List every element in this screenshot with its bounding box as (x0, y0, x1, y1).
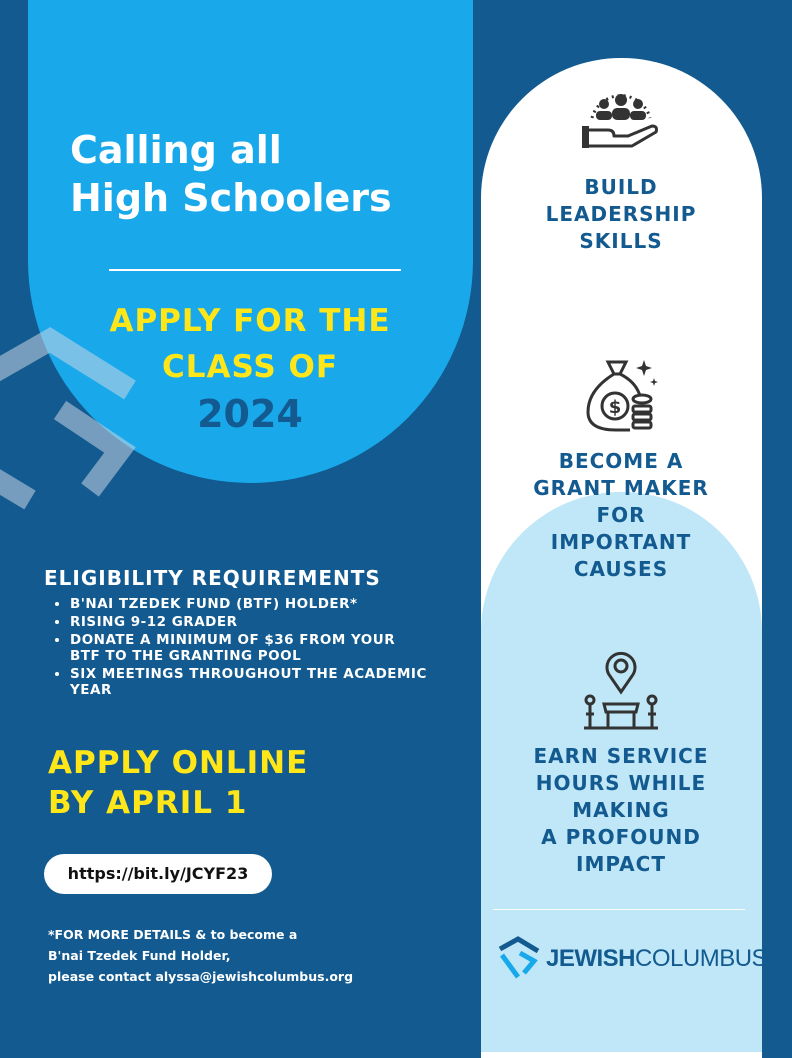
apply-online-deadline (48, 743, 308, 823)
benefit-service-hours (496, 743, 746, 878)
logo-regular-text: COLUMBUS (635, 945, 768, 972)
jewish-columbus-logo (546, 944, 767, 974)
title-line-1: Calling all (70, 128, 282, 172)
benefit-grant-maker (496, 448, 746, 583)
list-item: • RISING 9-12 GRADER (70, 614, 430, 630)
apply-line-2: CLASS OF (161, 349, 339, 385)
title-divider (109, 269, 401, 271)
benefit-line: CAUSES (573, 557, 669, 581)
benefit-leadership (496, 174, 746, 255)
money-bag-icon (578, 352, 664, 438)
class-year: 2024 (197, 392, 303, 436)
jewish-columbus-logo-icon (498, 933, 540, 979)
footer-divider (493, 909, 745, 910)
benefit-line: SKILLS (579, 229, 663, 253)
benefit-line: EARN SERVICE (533, 744, 709, 768)
benefit-line: A PROFOUND (541, 825, 701, 849)
benefit-line: IMPACT (576, 852, 666, 876)
leadership-people-icon (578, 80, 664, 166)
benefit-line: MAKING (572, 798, 670, 822)
apply-line-1: APPLY FOR THE (109, 303, 391, 339)
location-pin-community-icon (578, 648, 664, 734)
list-item: • B'NAI TZEDEK FUND (BTF) HOLDER* (70, 596, 430, 612)
eligibility-heading: ELIGIBILITY REQUIREMENTS (44, 566, 381, 590)
apply-online-line-2: BY APRIL 1 (48, 785, 248, 821)
eligibility-list (52, 596, 430, 700)
contact-line-2: B'nai Tzedek Fund Holder, (48, 948, 231, 963)
list-item: • SIX MEETINGS THROUGHOUT THE ACADEMIC YEAR (70, 666, 430, 698)
contact-line-1: *FOR MORE DETAILS & to become a (48, 927, 298, 942)
contact-note (48, 924, 418, 987)
svg-text:$: $ (608, 397, 622, 418)
list-item: • DONATE A MINIMUM OF $36 FROM YOUR BTF TO THE GRANTING POOL (70, 632, 430, 664)
apply-heading (60, 298, 440, 390)
benefit-line: LEADERSHIP (545, 202, 697, 226)
benefit-line: BECOME A (558, 449, 684, 473)
contact-email-line: please contact alyssa@jewishcolumbus.org (48, 969, 354, 984)
apply-url-link[interactable]: https://bit.ly/JCYF23 (67, 864, 249, 883)
page-title (70, 126, 470, 222)
logo-bold-text: JEWISH (546, 945, 636, 972)
apply-online-line-1: APPLY ONLINE (48, 745, 309, 781)
title-line-2: High Schoolers (70, 176, 392, 220)
benefit-line: GRANT MAKER (533, 476, 709, 500)
benefit-line: FOR (596, 503, 646, 527)
benefit-line: HOURS WHILE (535, 771, 707, 795)
benefit-line: IMPORTANT (550, 530, 692, 554)
benefit-line: BUILD (584, 175, 658, 199)
